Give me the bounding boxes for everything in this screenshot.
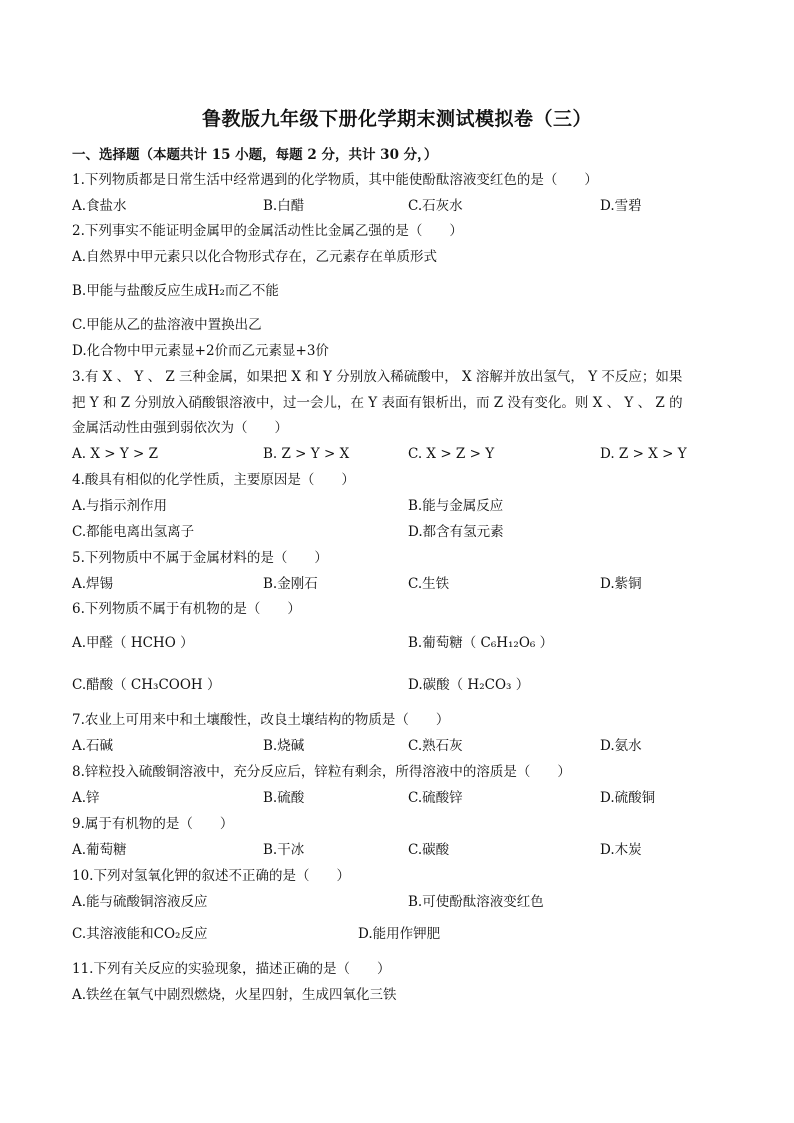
q3-option-b: B. Z > Y > X <box>263 446 350 462</box>
q2-option-d: D.化合物中甲元素显+2价而乙元素显+3价 <box>72 343 329 359</box>
q2-option-b: B.甲能与盐酸反应生成H₂而乙不能 <box>72 283 279 299</box>
q8-option-b: B.硫酸 <box>263 790 305 806</box>
q5-option-d: D.紫铜 <box>600 576 642 592</box>
q1-option-c: C.石灰水 <box>408 198 463 214</box>
q5-option-c: C.生铁 <box>408 576 450 592</box>
question-3-stem-line-2: 把 Y 和 Z 分别放入硝酸银溶液中，过一会儿，在 Y 表面有银析出，而 Z 没有变化。则 X 、 Y 、 Z 的 <box>72 395 683 411</box>
q6-option-b: B.葡萄糖（ C₆H₁₂O₆ ） <box>408 635 554 651</box>
q6-option-c: C.醋酸（ CH₃COOH ） <box>72 677 221 693</box>
q1-option-a: A.食盐水 <box>72 198 127 214</box>
question-9-stem: 9.属于有机物的是（ ） <box>72 816 234 832</box>
q3-option-a: A. X > Y > Z <box>72 446 159 462</box>
question-10-stem: 10.下列对氢氧化钾的叙述不正确的是（ ） <box>72 868 350 884</box>
q3-option-c: C. X > Z > Y <box>408 446 495 462</box>
q4-option-a: A.与指示剂作用 <box>72 498 168 514</box>
page-title: 鲁教版九年级下册化学期末测试模拟卷（三） <box>201 108 592 130</box>
q7-option-a: A.石碱 <box>72 738 114 754</box>
q1-option-b: B.白醋 <box>263 198 305 214</box>
q3-option-d: D. Z > X > Y <box>600 446 687 462</box>
q9-option-a: A.葡萄糖 <box>72 842 127 858</box>
q2-option-c: C.甲能从乙的盐溶液中置换出乙 <box>72 317 262 333</box>
question-11-stem: 11.下列有关反应的实验现象，描述正确的是（ ） <box>72 961 391 977</box>
question-4-stem: 4.酸具有相似的化学性质，主要原因是（ ） <box>72 472 355 488</box>
q4-option-b: B.能与金属反应 <box>408 498 504 514</box>
section-heading: 一、选择题（本题共计 15 小题，每题 2 分，共计 30 分，） <box>72 147 438 163</box>
q10-option-b: B.可使酚酞溶液变红色 <box>408 894 544 910</box>
question-8-stem: 8.锌粒投入硫酸铜溶液中，充分反应后，锌粒有剩余，所得溶液中的溶质是（ ） <box>72 764 571 780</box>
q9-option-d: D.木炭 <box>600 842 642 858</box>
question-5-stem: 5.下列物质中不属于金属材料的是（ ） <box>72 550 328 566</box>
question-6-stem: 6.下列物质不属于有机物的是（ ） <box>72 601 301 617</box>
q7-option-d: D.氨水 <box>600 738 642 754</box>
q5-option-b: B.金刚石 <box>263 576 318 592</box>
q9-option-c: C.碳酸 <box>408 842 450 858</box>
q8-option-c: C.硫酸锌 <box>408 790 463 806</box>
q9-option-b: B.干冰 <box>263 842 305 858</box>
q7-option-c: C.熟石灰 <box>408 738 463 754</box>
question-3-stem-line-1: 3.有 X 、 Y 、 Z 三种金属，如果把 X 和 Y 分别放入稀硫酸中， X 溶解并放出氢气， Y 不反应；如果 <box>72 369 683 385</box>
q10-option-c: C.其溶液能和CO₂反应 <box>72 926 208 942</box>
q6-option-d: D.碳酸（ H₂CO₃ ） <box>408 677 530 693</box>
question-1-stem: 1.下列物质都是日常生活中经常遇到的化学物质，其中能使酚酞溶液变红色的是（ ） <box>72 172 598 188</box>
q7-option-b: B.烧碱 <box>263 738 305 754</box>
q11-option-a: A.铁丝在氧气中剧烈燃烧，火星四射，生成四氧化三铁 <box>72 987 397 1003</box>
question-2-stem: 2.下列事实不能证明金属甲的金属活动性比金属乙强的是（ ） <box>72 223 463 239</box>
q5-option-a: A.焊锡 <box>72 576 114 592</box>
q10-option-a: A.能与硫酸铜溶液反应 <box>72 894 208 910</box>
q1-option-d: D.雪碧 <box>600 198 642 214</box>
q8-option-a: A.锌 <box>72 790 100 806</box>
q2-option-a: A.自然界中甲元素只以化合物形式存在，乙元素存在单质形式 <box>72 249 438 265</box>
q10-option-d: D.能用作钾肥 <box>358 926 441 942</box>
q6-option-a: A.甲醛（ HCHO ） <box>72 635 194 651</box>
q8-option-d: D.硫酸铜 <box>600 790 656 806</box>
question-7-stem: 7.农业上可用来中和土壤酸性，改良土壤结构的物质是（ ） <box>72 712 450 728</box>
question-3-stem-line-3: 金属活动性由强到弱依次为（ ） <box>72 420 288 436</box>
q4-option-c: C.都能电离出氢离子 <box>72 524 195 540</box>
q4-option-d: D.都含有氢元素 <box>408 524 504 540</box>
